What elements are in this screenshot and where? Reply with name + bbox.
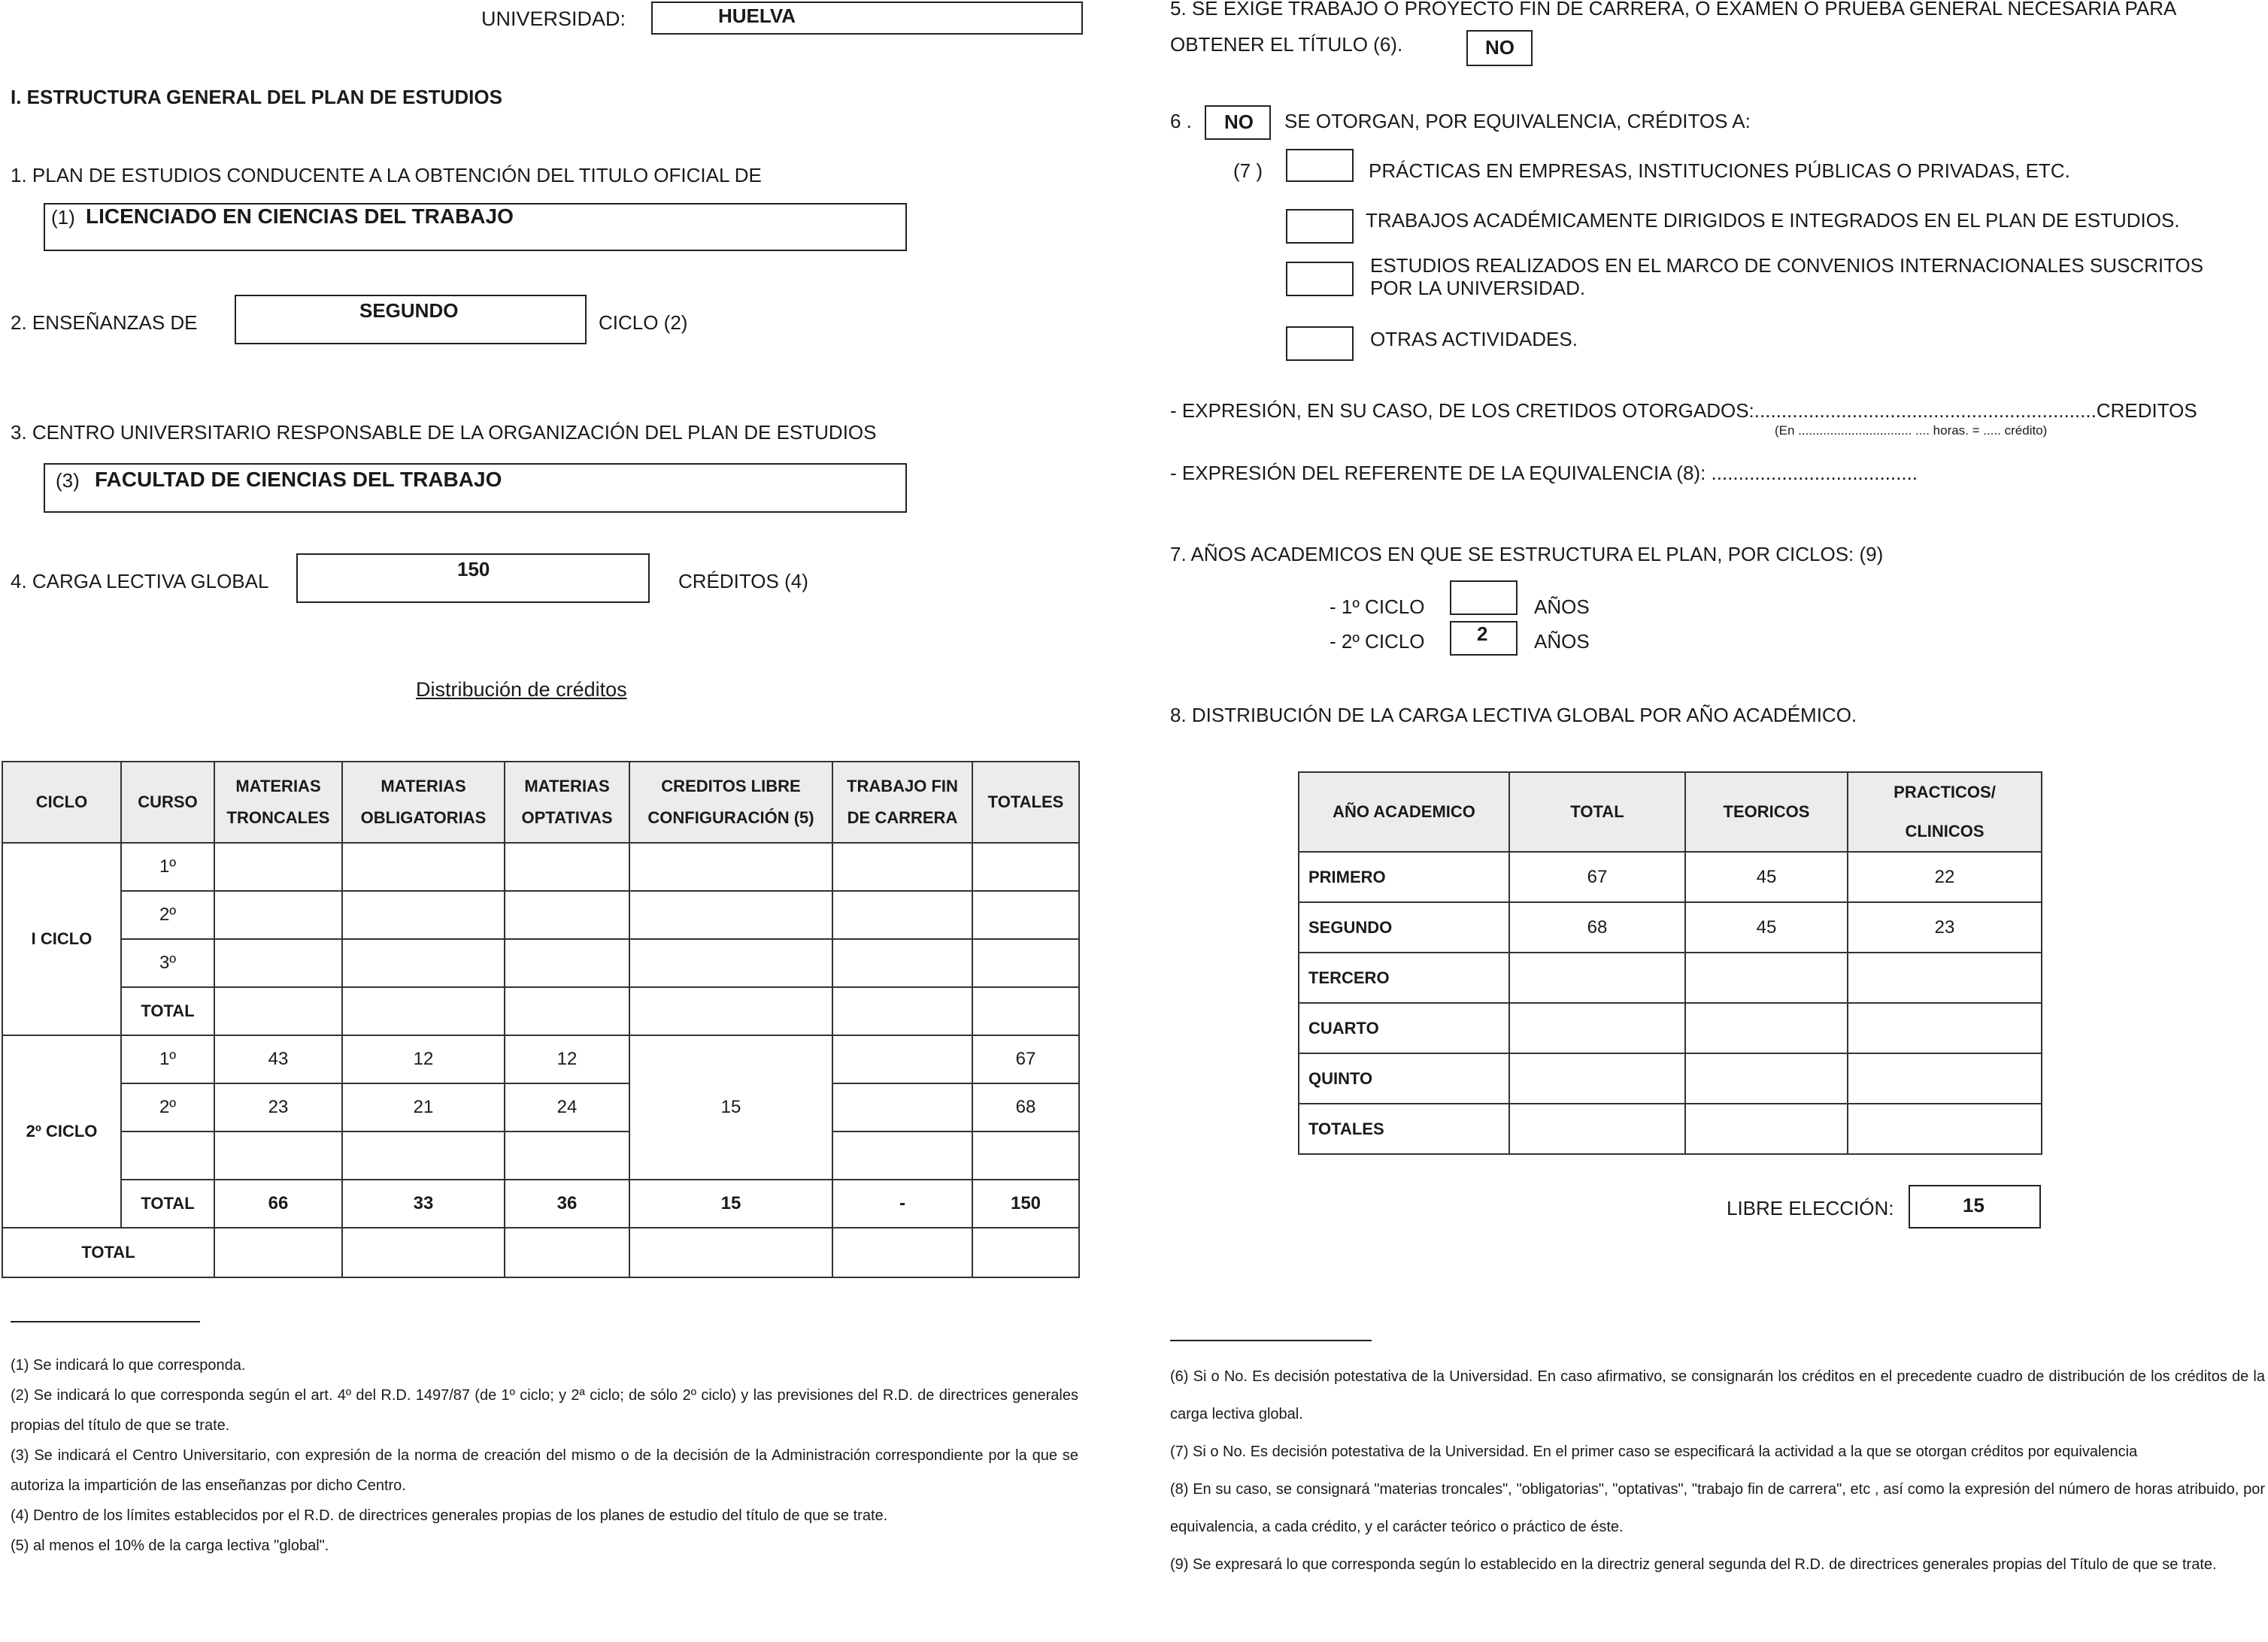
header-libre-configuracion: CREDITOS LIBRE CONFIGURACIÓN (5) bbox=[629, 762, 832, 843]
curso-cell bbox=[121, 1132, 214, 1180]
header-obligatorias: MATERIAS OBLIGATORIAS bbox=[342, 762, 505, 843]
q2-suffix: CICLO (2) bbox=[599, 311, 688, 334]
q7-c1-field[interactable] bbox=[1450, 580, 1518, 615]
table-row bbox=[2, 843, 1079, 891]
curso-cell: 2º bbox=[121, 891, 214, 939]
creditos-header-row bbox=[2, 762, 1079, 843]
cell-trabajo-fin bbox=[832, 1035, 972, 1083]
option-estudios: ESTUDIOS REALIZADOS EN EL MARCO DE CONVENIOS INTERNACIONALES SUSCRITOS bbox=[1370, 254, 2204, 277]
cell-totales: 67 bbox=[972, 1035, 1079, 1083]
q7-c1-unit: AÑOS bbox=[1534, 595, 1590, 618]
curso-cell: TOTAL bbox=[121, 1180, 214, 1228]
option-otras: OTRAS ACTIVIDADES. bbox=[1370, 328, 1578, 350]
checkbox-otras[interactable] bbox=[1286, 326, 1354, 361]
q1-value: LICENCIADO EN CIENCIAS DEL TRABAJO bbox=[86, 204, 514, 228]
curso-cell: TOTAL bbox=[121, 987, 214, 1035]
distribucion-title: Distribución de créditos bbox=[416, 678, 627, 701]
checkbox-practicas[interactable] bbox=[1286, 149, 1354, 182]
ciclo2-label: 2º CICLO bbox=[2, 1035, 121, 1228]
q1-text: 1. PLAN DE ESTUDIOS CONDUCENTE A LA OBTENCIÓN DEL TITULO OFICIAL DE bbox=[11, 164, 762, 186]
creditos-table bbox=[2, 761, 1080, 1278]
expresion-referente: - EXPRESIÓN DEL REFERENTE DE LA EQUIVALENCIA (8): ...................................... bbox=[1170, 462, 1918, 484]
q5-value: NO bbox=[1485, 36, 1515, 59]
q5-line2: OBTENER EL TÍTULO (6). bbox=[1170, 33, 1403, 56]
header-teoricos: TEORICOS bbox=[1685, 772, 1848, 852]
cell-totales: 68 bbox=[972, 1083, 1079, 1132]
footnote-divider bbox=[11, 1321, 200, 1322]
table-row: QUINTO bbox=[1299, 1053, 2042, 1104]
cell-trabajo-fin bbox=[832, 1083, 972, 1132]
option-trabajos: TRABAJOS ACADÉMICAMENTE DIRIGIDOS E INTEGRADOS EN EL PLAN DE ESTUDIOS. bbox=[1366, 209, 2180, 232]
q8-text: 8. DISTRIBUCIÓN DE LA CARGA LECTIVA GLOBAL POR AÑO ACADÉMICO. bbox=[1170, 704, 1857, 726]
curso-cell: 2º bbox=[121, 1083, 214, 1132]
q1-ref: (1) bbox=[51, 206, 75, 229]
table-row: PRIMERO 67 45 22 bbox=[1299, 852, 2042, 902]
q7-c1-label: - 1º CICLO bbox=[1330, 595, 1425, 618]
cell-troncales: 23 bbox=[214, 1083, 342, 1132]
table-row bbox=[2, 1180, 1079, 1228]
header-ciclo: CICLO bbox=[2, 762, 121, 843]
option-estudios-cont: POR LA UNIVERSIDAD. bbox=[1370, 277, 1586, 299]
q3-value: FACULTAD DE CIENCIAS DEL TRABAJO bbox=[95, 468, 502, 491]
q3-text: 3. CENTRO UNIVERSITARIO RESPONSABLE DE LA ORGANIZACIÓN DEL PLAN DE ESTUDIOS bbox=[11, 421, 877, 444]
footnote: (8) En su caso, se consignará "materias troncales", "obligatorias", "optativas", "trabajo fin de carrera", etc , así como la expresión del número de horas atribuido, por equivalencia, a cada crédito, y el carácter teórico o práctico de éste. bbox=[1170, 1481, 2265, 1535]
table-row: TERCERO bbox=[1299, 953, 2042, 1003]
carga-header-row bbox=[1299, 772, 2042, 852]
universidad-field[interactable] bbox=[651, 2, 1083, 35]
footnote: (9) Se expresará lo que corresponda según lo establecido en la directriz general segunda del R.D. de directrices generales propias del Título de que se trate. bbox=[1170, 1556, 2217, 1573]
q5-line1: 5. SE EXIGE TRABAJO O PROYECTO FIN DE CARRERA, O EXAMEN O PRUEBA GENERAL NECESARIA PARA bbox=[1170, 0, 2177, 20]
libre-eleccion-value: 15 bbox=[1963, 1194, 1984, 1216]
expresion-creditos-sub: (En ................................ .... horas. = ..... crédito) bbox=[1775, 423, 2048, 438]
header-optativas: MATERIAS OPTATIVAS bbox=[505, 762, 629, 843]
q4-value: 150 bbox=[457, 558, 490, 580]
q4-suffix: CRÉDITOS (4) bbox=[678, 570, 808, 592]
q4-label: 4. CARGA LECTIVA GLOBAL bbox=[11, 570, 269, 592]
q6-num: 6 . bbox=[1170, 110, 1192, 132]
checkbox-estudios[interactable] bbox=[1286, 262, 1354, 296]
ciclo1-label: I CICLO bbox=[2, 843, 121, 1035]
table-row bbox=[2, 939, 1079, 987]
footnote: (2) Se indicará lo que corresponda según el art. 4º del R.D. 1497/87 (de 1º ciclo; y 2ª ciclo; de sólo 2º ciclo) y las previsiones del R.D. de directrices generales propias del título de que se trate. bbox=[11, 1387, 1078, 1434]
universidad-value: HUELVA bbox=[718, 5, 796, 27]
carga-anual-table bbox=[1298, 771, 2042, 1155]
footnote: (7) Si o No. Es decisión potestativa de la Universidad. En el primer caso se especificará la actividad a la que se otorgan créditos por equivalencia bbox=[1170, 1444, 2138, 1460]
q7-text: 7. AÑOS ACADEMICOS EN QUE SE ESTRUCTURA EL PLAN, POR CICLOS: (9) bbox=[1170, 543, 1884, 565]
universidad-label: UNIVERSIDAD: bbox=[481, 8, 626, 30]
footnote: (3) Se indicará el Centro Universitario, con expresión de la norma de creación del mismo o de la decisión de la Administración correspondiente por la que se autoriza la impartición de las enseñanzas por dicho Centro. bbox=[11, 1447, 1078, 1494]
table-row bbox=[2, 1228, 1079, 1277]
curso-cell: 3º bbox=[121, 939, 214, 987]
table-row bbox=[2, 1083, 1079, 1132]
table-row bbox=[2, 1035, 1079, 1083]
q7-c2-value: 2 bbox=[1477, 623, 1488, 645]
q2-value: SEGUNDO bbox=[359, 299, 459, 322]
grand-total-label: TOTAL bbox=[2, 1228, 214, 1277]
q7-c2-unit: AÑOS bbox=[1534, 630, 1590, 653]
total-totales: 150 bbox=[972, 1180, 1079, 1228]
q2-label: 2. ENSEÑANZAS DE bbox=[11, 311, 198, 334]
footnotes-right bbox=[1170, 1358, 2265, 1583]
expresion-creditos: - EXPRESIÓN, EN SU CASO, DE LOS CRETIDOS OTORGADOS:...............................................................CREDITOS bbox=[1170, 399, 2197, 422]
total-obligatorias: 33 bbox=[342, 1180, 505, 1228]
header-ano: AÑO ACADEMICO bbox=[1299, 772, 1509, 852]
footnote: (4) Dentro de los límites establecidos por el R.D. de directrices generales propias de los planes de estudio del título de que se trate. bbox=[11, 1507, 888, 1524]
cell-optativas: 12 bbox=[505, 1035, 629, 1083]
table-row bbox=[2, 891, 1079, 939]
cell-obligatorias: 21 bbox=[342, 1083, 505, 1132]
footnote: (5) al menos el 10% de la carga lectiva "global". bbox=[11, 1537, 329, 1554]
total-trabajo-fin: - bbox=[832, 1180, 972, 1228]
checkbox-trabajos[interactable] bbox=[1286, 209, 1354, 244]
table-row bbox=[2, 1132, 1079, 1180]
cell-obligatorias: 12 bbox=[342, 1035, 505, 1083]
libre-eleccion-label: LIBRE ELECCIÓN: bbox=[1727, 1197, 1894, 1219]
q6-value: NO bbox=[1224, 111, 1254, 133]
header-curso: CURSO bbox=[121, 762, 214, 843]
total-optativas: 36 bbox=[505, 1180, 629, 1228]
footnote: (6) Si o No. Es decisión potestativa de la Universidad. En caso afirmativo, se consignarán los créditos en el precedente cuadro de distribución de los créditos de la carga lectiva global. bbox=[1170, 1368, 2265, 1422]
section-title: I. ESTRUCTURA GENERAL DEL PLAN DE ESTUDIOS bbox=[11, 86, 502, 108]
table-row bbox=[2, 987, 1079, 1035]
footnotes-left bbox=[11, 1350, 1078, 1561]
q7-c2-label: - 2º CICLO bbox=[1330, 630, 1425, 653]
total-troncales: 66 bbox=[214, 1180, 342, 1228]
cell-troncales: 43 bbox=[214, 1035, 342, 1083]
header-practicos: PRACTICOS/ CLINICOS bbox=[1848, 772, 2042, 852]
option-practicas: PRÁCTICAS EN EMPRESAS, INSTITUCIONES PÚBLICAS O PRIVADAS, ETC. bbox=[1369, 159, 2070, 182]
q6-text: SE OTORGAN, POR EQUIVALENCIA, CRÉDITOS A: bbox=[1284, 110, 1751, 132]
q3-ref: (3) bbox=[56, 469, 80, 492]
cell-optativas: 24 bbox=[505, 1083, 629, 1132]
total-libre-configuracion: 15 bbox=[629, 1180, 832, 1228]
header-total: TOTAL bbox=[1509, 772, 1685, 852]
table-row: TOTALES bbox=[1299, 1104, 2042, 1154]
curso-cell: 1º bbox=[121, 843, 214, 891]
footnote-divider-right bbox=[1170, 1340, 1372, 1341]
header-troncales: MATERIAS TRONCALES bbox=[214, 762, 342, 843]
table-row: SEGUNDO 68 45 23 bbox=[1299, 902, 2042, 953]
cell-libre-configuracion: 15 bbox=[629, 1035, 832, 1180]
header-totales: TOTALES bbox=[972, 762, 1079, 843]
curso-cell: 1º bbox=[121, 1035, 214, 1083]
footnote: (1) Se indicará lo que corresponda. bbox=[11, 1357, 246, 1374]
q6-ref: (7 ) bbox=[1233, 159, 1263, 182]
table-row: CUARTO bbox=[1299, 1003, 2042, 1053]
header-trabajo-fin: TRABAJO FIN DE CARRERA bbox=[832, 762, 972, 843]
